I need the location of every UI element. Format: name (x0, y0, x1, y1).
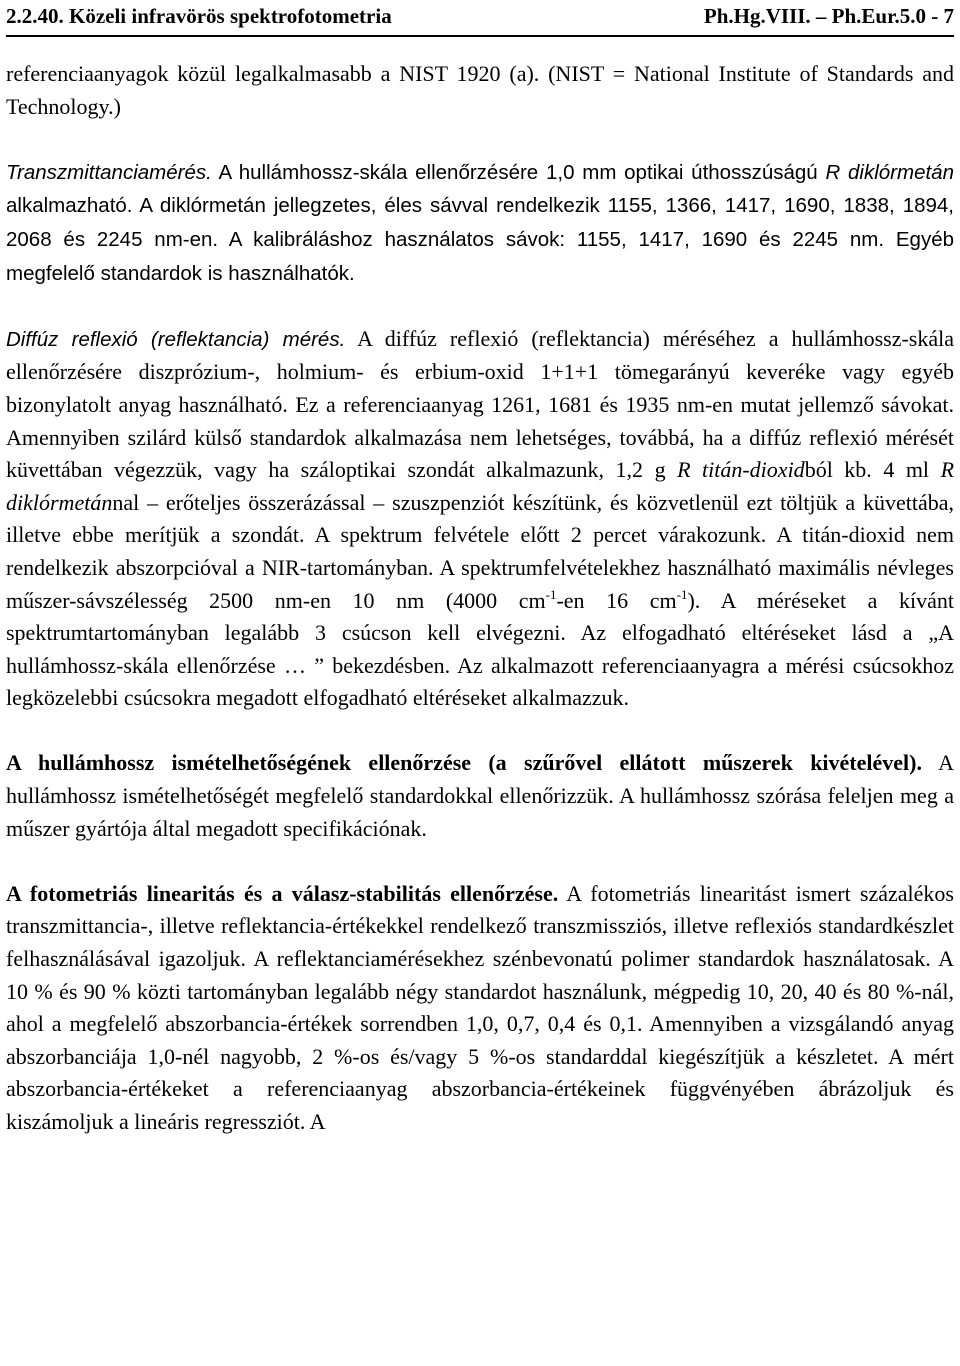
paragraph-text: ból kb. 4 ml (804, 457, 941, 483)
paragraph-transmittance (6, 156, 954, 290)
paragraph-heading: Diffúz reflexió (reflektancia) mérés. (6, 327, 346, 351)
paragraph-wavelength-repeatability (6, 747, 954, 845)
pharmacopoeia-reference: Ph.Hg.VIII. – Ph.Eur.5.0 - 7 (703, 4, 954, 28)
superscript: -1 (545, 586, 557, 602)
reagent-name: R diklórmetán (825, 160, 954, 184)
paragraph-text: ). A méréseket a kívánt spektrumtartományban legalább 3 csúcson kell elvégezni. Az elfogadható eltéréseket lásd a „A hullámhossz-skála ellenőrzése … ” bekezdésben. Az alkalmazott referenciaanyagra a mérési csúcsokhoz legközelebbi csúcsokra megadott elfogadható eltéréseket alkalmazzuk. (6, 587, 954, 711)
paragraph-heading: Transzmittanciamérés. (6, 160, 212, 184)
reagent-name: R titán-dioxid (677, 457, 805, 483)
superscript: -1 (676, 586, 688, 602)
paragraph-heading: A fotometriás linearitás és a válasz-stabilitás ellenőrzése. (6, 880, 559, 906)
paragraph-text: A fotometriás linearitást ismert százalékos transzmittancia-, illetve reflektancia-értékekkel rendelkező transzmissziós, illetve reflexiós standardkészlet felhasználásával igazoljuk. A reflektanciamérésekhez szénbevonatú polimer standardok használatosak. A 10 % és 90 % közti tartományban legalább négy standardot használunk, mégpedig 10, 20, 40 és 80 %-nál, ahol a megfelelő abszorbancia-értékek sorrendben 1,0, 0,7, 0,4 és 0,1. Amennyiben a vizsgálandó anyag abszorbanciája 1,0-nél nagyobb, 2 %-os és/vagy 5 %-os standarddal kiegészítjük a készletet. A mért abszorbancia-értékeket a referenciaanyag abszorbancia-értékeinek függvényében ábrázoljuk és kiszámoljuk a lineáris regressziót. A (6, 880, 954, 1134)
paragraph-text: referenciaanyagok közül legalkalmasabb a NIST 1920 (a). (NIST = National Institute of Standards and Technology.) (6, 61, 954, 119)
paragraph-photometric-linearity (6, 878, 954, 1139)
paragraph-text: nal – erőteljes összerázással – szuszpenziót készítünk, és közvetlenül ezt töltjük a küvettába, illetve ebbe merítjük a szondát. A spektrum felvétele előtt 2 percet várakozunk. A titán-dioxid nem rendelkezik abszorpcióval a NIR-tartományban. A spektrumfelvételekhez használható maximális névleges műszer-sávszélesség 2500 nm-en 10 nm (4000 cm (6, 489, 954, 613)
paragraph-reference-materials (6, 58, 954, 123)
paragraph-text: -en 16 cm (556, 587, 677, 613)
paragraph-text: A diffúz reflexió (reflektancia) méréséhez a hullámhossz-skála ellenőrzésére diszprózium-, holmium- és erbium-oxid 1+1+1 tömegarányú keveréke vagy egyéb bizonylatolt anyag használható. Ez a referenciaanyag 1261, 1681 és 1935 nm-en mutat jellemző sávokat. Amennyiben szilárd külső standardok alkalmazása nem lehetséges, továbbá, ha a diffúz reflexió mérését küvettában végezzük, vagy ha száloptikai szondát alkalmazunk, 1,2 g (6, 325, 954, 483)
paragraph-heading: A hullámhossz ismételhetőségének ellenőrzése (a szűrővel ellátott műszerek kivételével). (6, 750, 922, 776)
document-body (6, 58, 954, 1139)
section-title: 2.2.40. Közeli infravörös spektrofotometria (6, 4, 392, 28)
paragraph-diffuse-reflectance (6, 323, 954, 715)
reagent-name: R diklórmetán (6, 457, 955, 515)
paragraph-text: A hullámhossz ismételhetőségét megfelelő standardokkal ellenőrizzük. A hullámhossz szórása feleljen meg a műszer gyártója által megadott specifikációnak. (6, 750, 954, 841)
page-header (6, 5, 954, 37)
paragraph-text: alkalmazható. A diklórmetán jellegzetes, éles sávval rendelkezik 1155, 1366, 1417, 1690, 1838, 1894, 2068 és 2245 nm-en. A kalibráláshoz használatos sávok: 1155, 1417, 1690 és 2245 nm. Egyéb megfelelő standardok is használhatók. (6, 194, 954, 285)
paragraph-text: A hullámhossz-skála ellenőrzésére 1,0 mm optikai úthosszúságú (211, 160, 826, 184)
